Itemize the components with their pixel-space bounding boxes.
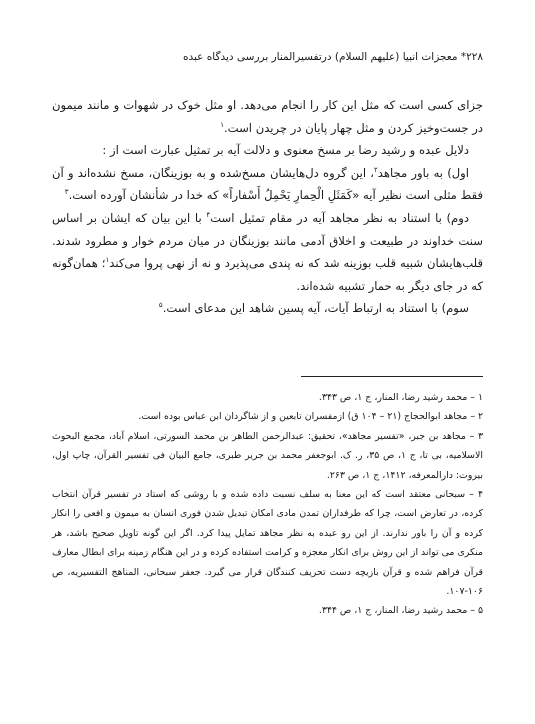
paragraph-5 — [52, 297, 483, 320]
paragraph-1-text: جزای کسی است که مثل این کار را انجام می‌دهد. او مثل خوک در شهوات و مانند میمون در جست‌وخیز کردن و مثل چهار پایان در چریدن است. — [52, 98, 483, 135]
paragraph-4-text-b: با این بیان که ایشان بر اساس سنت خداوند در طبیعت و اخلاق آدمی مانند بوزینگان در میان مردم خوار و مطرود شدند. قلب‌هایشان شبیه قلب بوزینه شد که نه پندی می‌پذیرد و نه از نهی پروا می‌کند — [52, 210, 484, 271]
footnote-1: ۱ – محمد رشید رضا، المنار، ج ۱، ص ۳۴۳. — [318, 392, 483, 403]
running-title: معجزات انبیا (علیهم السلام) درتفسیرالمنار بررسی دیدگاه عبده — [182, 51, 458, 63]
footnote-ref: ۲ — [374, 165, 378, 174]
footnote-ref: ۵ — [158, 301, 163, 310]
footnote-3: ۳ – مجاهد بن جبر، «تفسیر مجاهد»، تحقیق: عبدالرحمن الطاهر بن محمد السورتی، اسلام آباد، مجمع البحوث الاسلامیه، بی تا، ج ۱، ص ۳۵، ر. ک. ابوجعفر محمد بن جریر طبری، جامع البیان فی تفسیر القرآن، چاپ اول، بیروت: دارالمعرفه، ۱۴۱۲، ج ۱، ص ۲۶۳. — [52, 430, 483, 481]
footnote-4: ۴ – سبحانی معتقد است که این معنا به سلف نسبت داده شده و با روشی که استاد در تفسیر قرآن انتخاب کرده، در تعارض است، چرا که طرفداران تمدن مادی امکان تبدیل شدن فوری انسان به میمون و افعی را انکار کرده و آن را باور ندارند. از این رو عبده به نظر مجاهد تمایل پیدا کرد. اگر این گونه تاویل صحیح باشد، هر منکری می تواند از این روش برای انکار معجزه و کرامت استفاده کرده و در این هنگام زمینه برای ابطال معارف قرآن فراهم شده و قرآن بازیچه دست تحریف کنندگان قرار می گیرد. جعفر سبحانی، المناهج التفسیریه، ص ۱۰۶-۱۰۷. — [52, 489, 483, 598]
paragraph-4-text-a: دوم) با استناد به نظر مجاهد آیه در مقام تمثیل است — [210, 210, 470, 225]
footnote-separator — [301, 376, 483, 377]
footnote-ref: ۱ — [220, 120, 224, 129]
paragraph-3 — [52, 162, 483, 207]
paragraph-2-text: دلایل عبده و رشید رضا بر مسخ معنوی و دلالت آیه بر تمثیل عبارت است از : — [102, 143, 469, 158]
footnotes — [52, 388, 483, 621]
footnote-ref: ۴ — [206, 211, 211, 220]
header-star: * — [460, 51, 467, 63]
paragraph-1 — [52, 94, 483, 139]
footnote-2: ۲ – مجاهد ابوالحجاج (۲۱ – ۱۰۴ ق) ازمفسران تابعین و از شاگردان ابن عباس بوده است. — [138, 411, 483, 423]
footnote-ref: ۱ — [105, 256, 110, 265]
paragraph-5-text: سوم) با استناد به ارتباط آیات، آیه پسین شاهد این مدعای است. — [162, 301, 469, 316]
page-number: ۲۲۸ — [466, 51, 483, 63]
running-header — [52, 50, 483, 64]
paragraph-3-text-b: ، این گروه دل‌هایشان مسخ‌شده و به بوزینگان، مسخ نشده‌اند و آن فقط مثلی است نظیر آیه «کَمَثَلِ الْحِمارِ یَحْمِلُ أَسْفاراً» که خدا در شأنشان آورده است. — [52, 165, 483, 203]
footnote-ref: ۳ — [64, 188, 69, 197]
body-text — [52, 94, 483, 320]
paragraph-4-text-c: ؛ همان‌گونه که در جای دیگر به حمار تشبیه شده‌اند. — [52, 256, 483, 293]
footnote-5: ۵ – محمد رشید رضا، المنار، ج ۱، ص ۳۴۴. — [318, 605, 483, 617]
paragraph-2 — [52, 139, 483, 162]
paragraph-4 — [52, 207, 483, 297]
paragraph-3-text-a: اول) به باور مجاهد — [377, 165, 470, 180]
